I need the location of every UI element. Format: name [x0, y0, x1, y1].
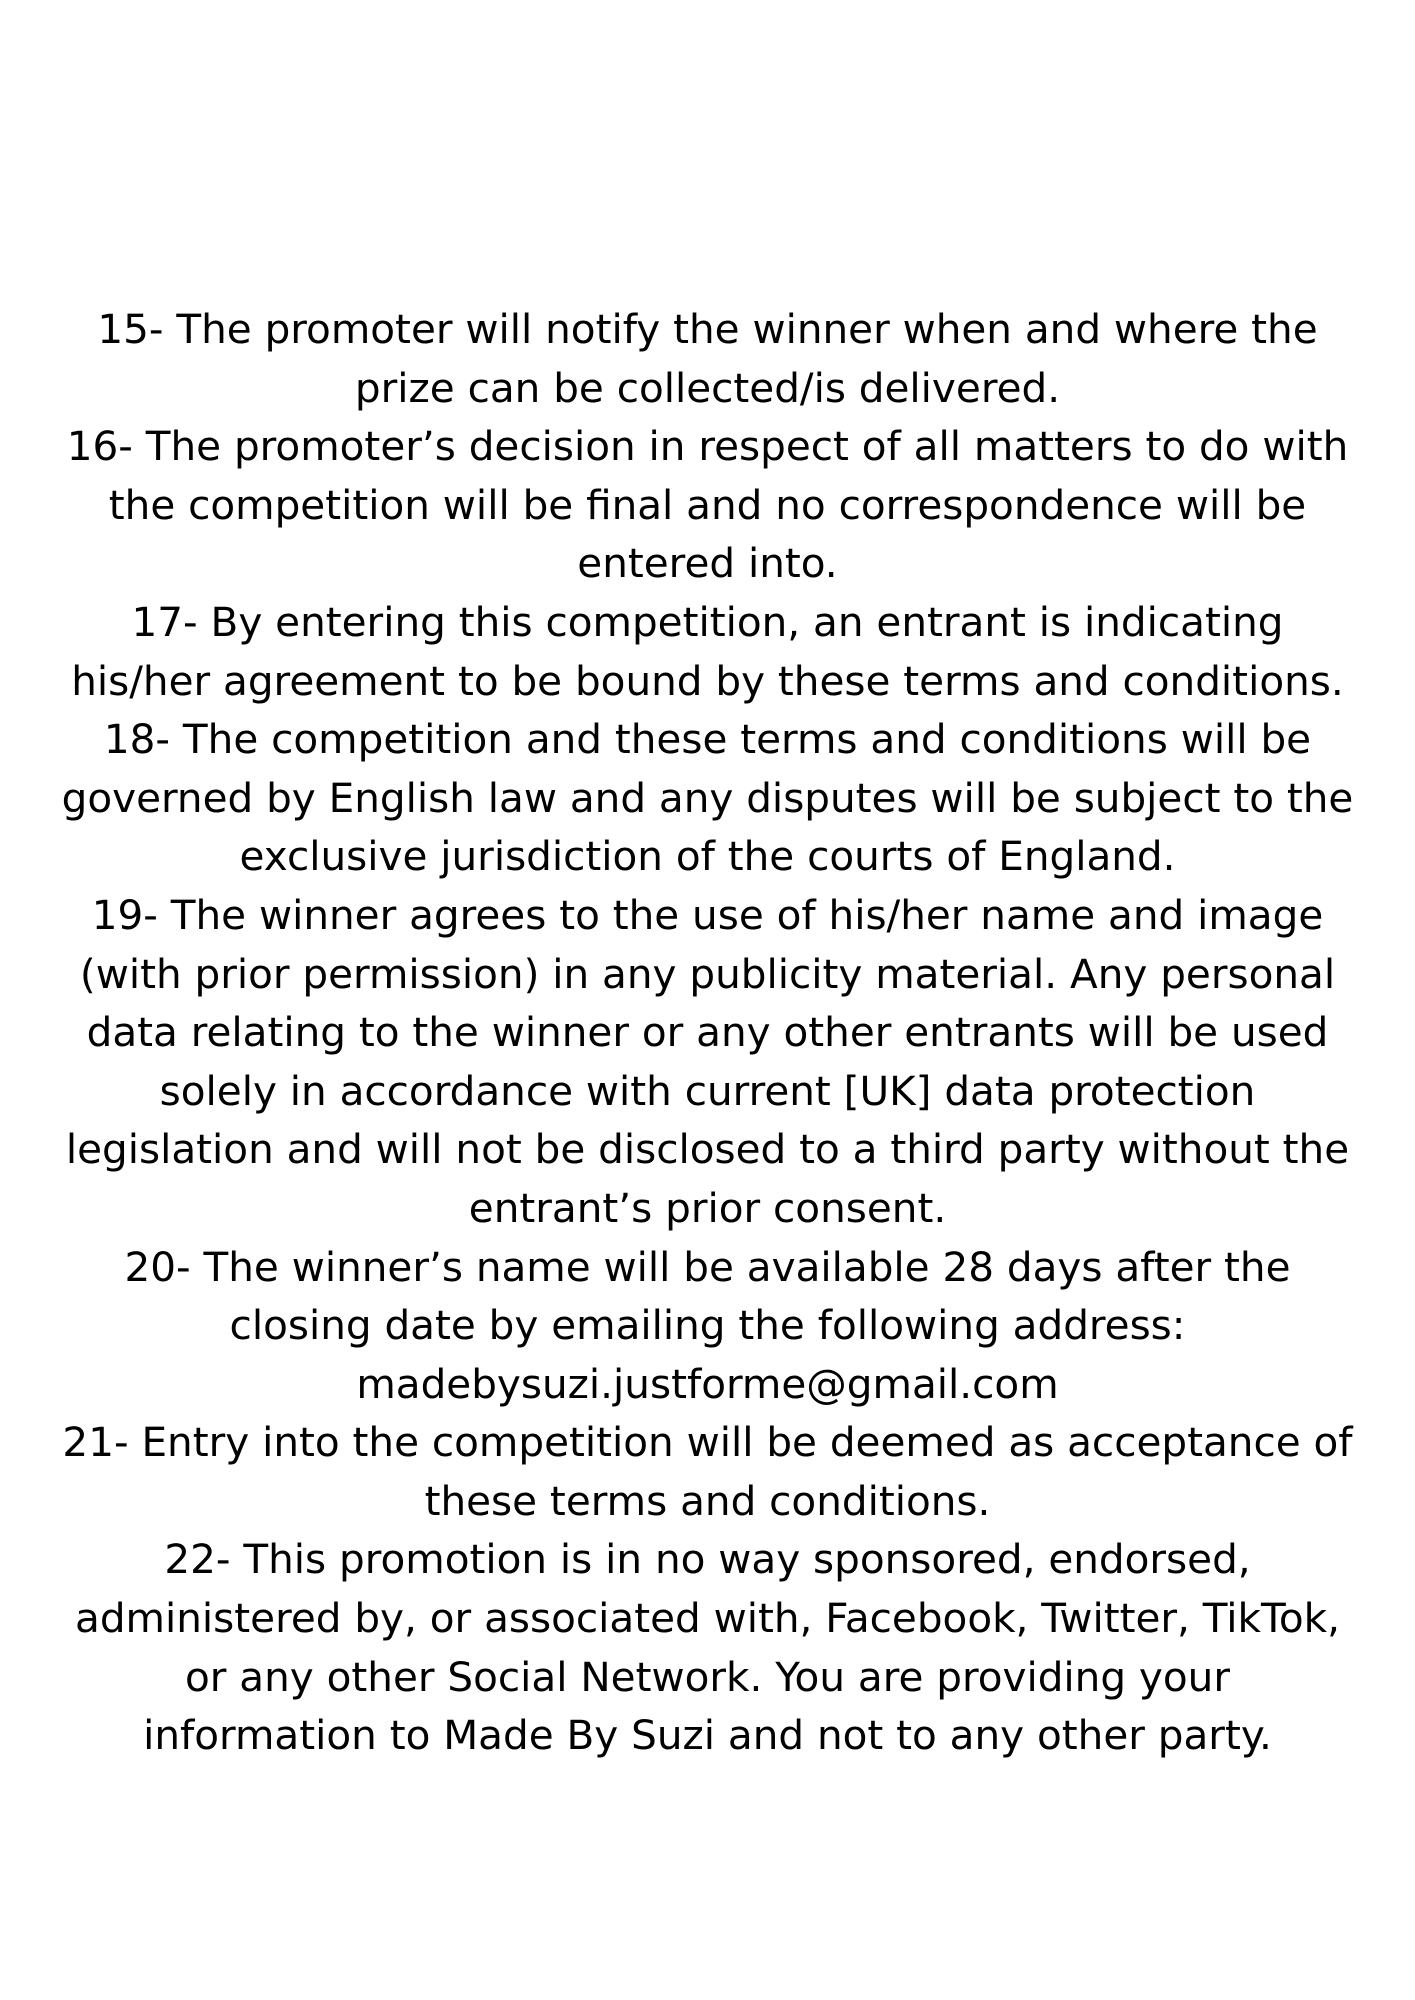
term-17	[60, 593, 1355, 710]
term-22	[60, 1530, 1355, 1764]
term-18-line-1: 18- The competition and these terms and conditions will be	[103, 715, 1312, 764]
term-20-line-1: 20- The winner’s name will be available 28 days after the	[124, 1242, 1291, 1291]
term-15	[60, 300, 1355, 417]
term-22-line-2: administered by, or associated with, Facebook, Twitter, TikTok,	[75, 1594, 1340, 1643]
term-22-line-1: 22- This promotion is in no way sponsored, endorsed,	[164, 1535, 1251, 1584]
term-19-line-6: entrant’s prior consent.	[468, 1183, 947, 1232]
terms-list	[60, 300, 1355, 1765]
term-20	[60, 1238, 1355, 1414]
term-19	[60, 886, 1355, 1238]
term-20-line-2: closing date by emailing the following address:	[229, 1301, 1186, 1350]
term-18-line-2: governed by English law and any disputes will be subject to the	[61, 773, 1354, 822]
term-18	[60, 710, 1355, 886]
term-21-line-2: these terms and conditions.	[424, 1476, 991, 1525]
term-21	[60, 1413, 1355, 1530]
term-19-line-1: 19- The winner agrees to the use of his/her name and image	[91, 890, 1324, 939]
term-16-line-1: 16- The promoter’s decision in respect of all matters to do with	[66, 422, 1349, 471]
term-15-line-2: prize can be collected/is delivered.	[354, 363, 1061, 412]
term-19-line-5: legislation and will not be disclosed to a third party without the	[65, 1125, 1350, 1174]
term-22-line-3: or any other Social Network. You are providing your	[185, 1652, 1230, 1701]
term-16	[60, 417, 1355, 593]
term-19-line-3: data relating to the winner or any other entrants will be used	[86, 1008, 1329, 1057]
term-18-line-3: exclusive jurisdiction of the courts of England.	[239, 832, 1176, 881]
term-16-line-2: the competition will be final and no correspondence will be	[108, 480, 1307, 529]
term-19-line-4: solely in accordance with current [UK] data protection	[159, 1066, 1256, 1115]
contact-email: madebysuzi.justforme@gmail.com	[356, 1359, 1059, 1408]
term-19-line-2: (with prior permission) in any publicity material. Any personal	[79, 949, 1336, 998]
term-15-line-1: 15- The promoter will notify the winner when and where the	[97, 305, 1318, 353]
term-22-line-4: information to Made By Suzi and not to any other party.	[143, 1711, 1272, 1760]
term-17-line-1: 17- By entering this competition, an entrant is indicating	[131, 597, 1284, 646]
term-21-line-1: 21- Entry into the competition will be deemed as acceptance of	[62, 1418, 1353, 1467]
term-16-line-3: entered into.	[577, 539, 838, 588]
term-17-line-2: his/her agreement to be bound by these terms and conditions.	[71, 656, 1344, 705]
